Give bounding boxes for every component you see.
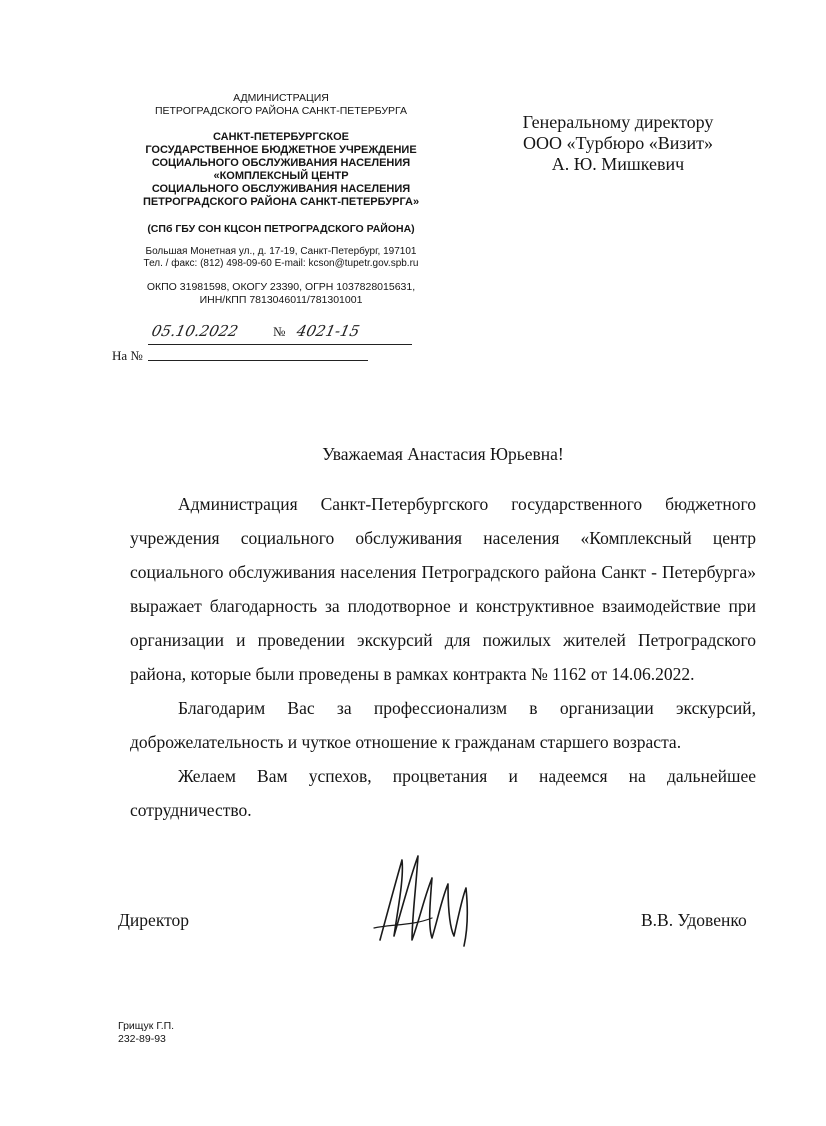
addressee-position: Генеральному директору [522,112,714,132]
registration-date: 05.10.2022 [150,322,240,340]
addressee [488,112,748,175]
organization-short-name: (СПб ГБУ СОН КЦСОН ПЕТРОГРАДСКОГО РАЙОНА) [147,223,415,235]
org-line: СОЦИАЛЬНОГО ОБСЛУЖИВАНИЯ НАСЕЛЕНИЯ [151,157,411,169]
organization-name [112,131,450,209]
org-line: «КОМПЛЕКСНЫЙ ЦЕНТР [213,170,349,182]
org-line: ПЕТРОГРАДСКОГО РАЙОНА САНКТ-ПЕТЕРБУРГА» [142,196,420,208]
letter-body [130,487,756,827]
signatory-name: В.В. Удовенко [641,910,747,930]
organization-codes [112,281,450,307]
letterhead-district: ПЕТРОГРАДСКОГО РАЙОНА САНКТ-ПЕТЕРБУРГА [154,104,408,117]
registration-number-label: № [273,324,286,339]
executor-phone: 232-89-93 [118,1033,166,1045]
incoming-number-line [148,346,368,361]
executor-info [118,1020,174,1046]
addressee-name: А. Ю. Мишкевич [551,154,685,174]
org-line: САНКТ-ПЕТЕРБУРГСКОЕ [212,131,350,143]
organization-contacts: Тел. / факс: (812) 498-09-60 E-mail: kcson@tupetr.gov.spb.ru [143,258,419,269]
paragraph: Желаем Вам успехов, процветания и надеемся на дальнейшее сотрудничество. [130,766,756,820]
letterhead-admin: АДМИНИСТРАЦИЯ [233,92,329,104]
registration-number: 4021-15 [295,322,362,340]
salutation: Уважаемая Анастасия Юрьевна! [322,444,564,464]
codes-line: ОКПО 31981598, ОКОГУ 23390, ОГРН 1037828015631, [146,280,416,293]
org-line: СОЦИАЛЬНОГО ОБСЛУЖИВАНИЯ НАСЕЛЕНИЯ [151,183,411,195]
codes-line: ИНН/КПП 7813046011/781301001 [199,293,363,306]
signatory-title: Директор [118,910,190,930]
letterhead [112,92,450,307]
incoming-number-label: На № [112,348,143,363]
organization-address: Большая Монетная ул., д. 17-19, Санкт-Петербург, 197101 [145,245,417,257]
addressee-company: ООО «Турбюро «Визит» [523,133,713,153]
org-line: ГОСУДАРСТВЕННОЕ БЮДЖЕТНОЕ УЧРЕЖДЕНИЕ [145,144,417,156]
paragraph: Администрация Санкт-Петербургского государственного бюджетного учреждения социального обслуживания населения «Комплексный центр социального обслуживания населения Петроградского района Санкт - Петербурга» выражает благодарность за плодотворное и конструктивное взаимодействие при организации и проведении экскурсий для пожилых жителей Петроградского района, которые были проведены в рамках контракта № 1162 от 14.06.2022. [130,494,756,684]
executor-name: Грищук Г.П. [118,1020,175,1032]
handwritten-signature [372,848,482,948]
paragraph: Благодарим Вас за профессионализм в организации экскурсий, доброжелательность и чуткое отношение к гражданам старшего возраста. [130,698,756,752]
